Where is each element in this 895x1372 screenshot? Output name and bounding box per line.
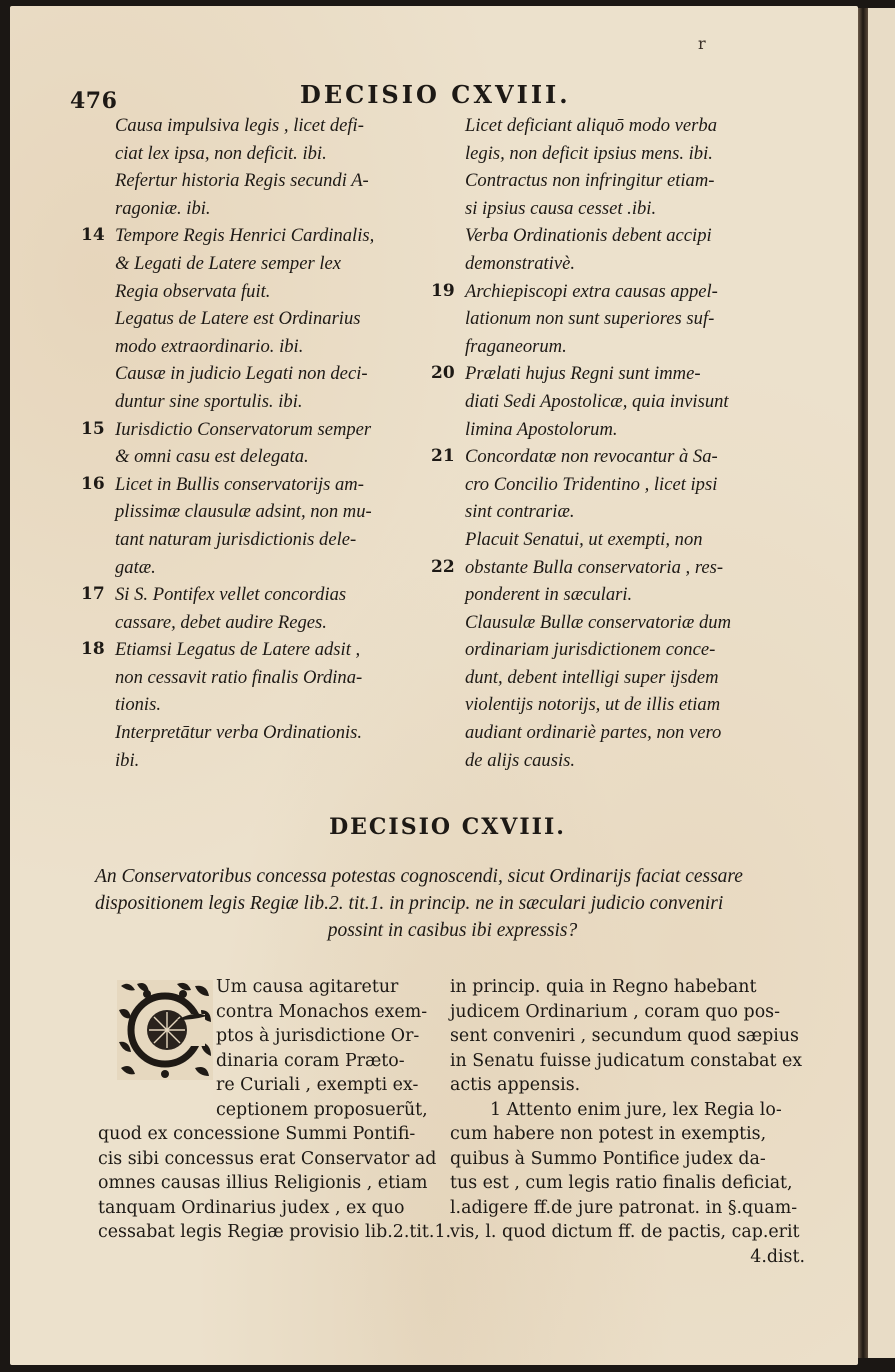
index-entry-line: [465, 140, 800, 168]
index-entry-line: [465, 636, 800, 664]
index-entry-line: [115, 333, 450, 361]
index-entry-text: ragoniæ. ibi.: [115, 197, 211, 219]
index-entry-text: & Legati de Latere semper lex: [115, 252, 342, 274]
body-line: tanquam Ordinarius judex , ex quo: [98, 1197, 405, 1218]
index-entry-line: [115, 278, 450, 306]
index-entry-line: [115, 305, 450, 333]
index-entry-line: [115, 250, 450, 278]
decision-title: DECISIO CXVIII.: [329, 814, 566, 840]
body-line: quod ex concessione Summi Pontifi-: [98, 1124, 416, 1144]
index-entry-line: [115, 691, 450, 719]
body-line: l.adigere ff.de jure patronat. in §.quam-: [450, 1197, 798, 1218]
index-entry-text: Etiamsi Legatus de Latere adsit ,: [115, 639, 361, 661]
index-entry-line: [115, 554, 450, 582]
index-entry-line: [115, 167, 450, 195]
index-entry-line: [431, 360, 800, 388]
index-entry-text: cro Concilio Tridentino , licet ipsi: [465, 473, 718, 495]
index-entry-text: Verba Ordinationis debent accipi: [465, 225, 712, 247]
margin-number: 19: [431, 280, 455, 301]
body-line: re Curiali , exempti ex-: [216, 1075, 419, 1095]
index-entry-line: [465, 333, 800, 361]
margin-number: 15: [81, 418, 105, 439]
body-column-right: [450, 975, 805, 1269]
body-line: in princip. quia in Regno habebant: [450, 977, 757, 997]
index-entry-text: Licet deficiant aliquō modo verba: [465, 115, 718, 136]
index-entry-text: & omni casu est delegata.: [115, 446, 309, 468]
index-entry-text: fraganeorum.: [465, 335, 567, 357]
margin-number: 18: [81, 639, 105, 660]
index-entry-text: dunt, debent intelligi super ijsdem: [465, 666, 719, 688]
margin-number: 20: [431, 363, 455, 384]
index-entry-text: Refertur historia Regis secundi A-: [115, 170, 369, 192]
index-entry-text: Iurisdictio Conservatorum semper: [115, 418, 372, 440]
index-entry-line: [115, 140, 450, 168]
summary-index-right: [431, 112, 800, 774]
index-entry-text: si ipsius causa cesset .ibi.: [465, 197, 657, 219]
index-entry-line: [465, 195, 800, 223]
body-line: tus est , cum legis ratio finalis deficiat,: [450, 1173, 793, 1193]
index-entry-line: [465, 609, 800, 637]
index-entry-text: Prælati hujus Regni sunt imme-: [465, 363, 701, 385]
index-entry-line: [115, 609, 450, 637]
index-entry-text: Legatus de Latere est Ordinarius: [115, 308, 361, 330]
body-line: ptos à jurisdictione Or-: [216, 1026, 420, 1046]
index-entry-line: [431, 443, 800, 471]
index-entry-text: tionis.: [115, 694, 161, 716]
question-line: possint in casibus ibi expressis?: [327, 920, 578, 941]
index-entry-text: cassare, debet audire Reges.: [115, 611, 327, 633]
index-entry-text: Archiepiscopi extra causas appel-: [465, 280, 718, 302]
body-line: vis, l. quod dictum ff. de pactis, cap.erit: [450, 1222, 800, 1242]
page-number: 476: [70, 88, 118, 114]
index-entry-text: gatæ.: [115, 556, 156, 578]
body-line: omnes causas illius Religionis , etiam: [98, 1173, 428, 1193]
margin-number: 17: [81, 584, 105, 605]
index-entry-text: non cessavit ratio finalis Ordina-: [115, 666, 363, 688]
index-entry-line: [465, 471, 800, 499]
index-entry-line: [465, 250, 800, 278]
index-entry-line: [115, 498, 450, 526]
index-entry-line: [81, 581, 450, 609]
index-entry-text: ciat lex ipsa, non deficit. ibi.: [115, 142, 327, 164]
index-entry-text: lationum non sunt superiores suf-: [465, 308, 715, 330]
index-entry-line: [465, 691, 800, 719]
index-entry-text: ibi.: [115, 749, 140, 771]
index-entry-line: [465, 526, 800, 554]
index-entry-text: Causa impulsiva legis , licet defi-: [115, 115, 364, 136]
summary-index-left: [81, 112, 450, 774]
index-entry-text: Causæ in judicio Legati non deci-: [115, 363, 368, 385]
question-line: dispositionem legis Regiæ lib.2. tit.1. in princip. ne in sæculari judicio conveniri: [95, 893, 724, 914]
body-line: actis appensis.: [450, 1075, 581, 1095]
body-line: contra Monachos exem-: [216, 1001, 428, 1022]
body-line: judicem Ordinarium , coram quo pos-: [450, 1001, 780, 1022]
index-entry-text: ordinariam jurisdictionem conce-: [465, 639, 716, 661]
index-entry-line: [465, 388, 800, 416]
index-entry-text: modo extraordinario. ibi.: [115, 335, 304, 357]
index-entry-line: [115, 360, 450, 388]
index-entry-text: de alijs causis.: [465, 749, 576, 771]
index-entry-text: Si S. Pontifex vellet concordias: [115, 584, 347, 606]
index-entry-line: [115, 112, 450, 140]
body-line: 4.dist.: [750, 1246, 805, 1267]
index-entry-line: [81, 222, 450, 250]
index-entry-text: duntur sine sportulis. ibi.: [115, 390, 303, 412]
index-entry-line: [81, 416, 450, 444]
index-entry-line: [115, 719, 450, 747]
decision-question: [95, 863, 810, 944]
index-entry-line: [115, 388, 450, 416]
index-entry-text: Licet in Bullis conservatorijs am-: [115, 473, 364, 495]
index-entry-text: violentijs notorijs, ut de illis etiam: [465, 694, 721, 716]
index-entry-text: Placuit Senatui, ut exempti, non: [465, 528, 703, 550]
margin-number: 16: [81, 473, 105, 494]
index-entry-line: [465, 305, 800, 333]
index-entry-line: [81, 636, 450, 664]
body-line: cis sibi concessus erat Conservator ad: [98, 1148, 437, 1169]
index-entry-line: [465, 112, 800, 140]
index-entry-text: tant naturam jurisdictionis dele-: [115, 528, 357, 550]
corner-mark: r: [698, 34, 706, 53]
index-entry-line: [115, 443, 450, 471]
index-entry-line: [115, 195, 450, 223]
index-entry-text: plissimæ clausulæ adsint, non mu-: [115, 501, 372, 523]
running-head: DECISIO CXVIII.: [300, 80, 571, 109]
next-page-edge: [868, 8, 895, 1358]
body-line: 1 Attento enim jure, lex Regia lo-: [490, 1099, 782, 1120]
index-entry-text: sint contrariæ.: [465, 501, 575, 523]
index-entry-text: Tempore Regis Henrici Cardinalis,: [115, 225, 375, 247]
index-entry-text: Clausulæ Bullæ conservatoriæ dum: [465, 611, 732, 633]
index-entry-line: [431, 278, 800, 306]
body-line: cessabat legis Regiæ provisio lib.2.tit.1.: [98, 1222, 452, 1242]
body-line: quibus à Summo Pontifice judex da-: [450, 1148, 766, 1169]
body-line: in Senatu fuisse judicatum constabat ex: [450, 1050, 803, 1071]
index-entry-text: Regia observata fuit.: [115, 280, 271, 302]
index-entry-line: [465, 581, 800, 609]
index-entry-text: Contractus non infringitur etiam-: [465, 170, 715, 192]
index-entry-line: [431, 554, 800, 582]
index-entry-text: limina Apostolorum.: [465, 418, 618, 440]
index-entry-line: [465, 719, 800, 747]
index-entry-line: [115, 664, 450, 692]
index-entry-text: legis, non deficit ipsius mens. ibi.: [465, 142, 713, 164]
page-gutter: [858, 8, 868, 1358]
index-entry-line: [465, 167, 800, 195]
index-entry-line: [465, 664, 800, 692]
index-entry-line: [465, 222, 800, 250]
index-entry-line: [81, 471, 450, 499]
index-entry-text: audiant ordinariè partes, non vero: [465, 722, 722, 744]
index-entry-text: Concordatæ non revocantur à Sa-: [465, 446, 718, 468]
index-entry-line: [115, 526, 450, 554]
index-entry-line: [465, 498, 800, 526]
body-line: cum habere non potest in exemptis,: [450, 1124, 767, 1144]
body-line: ceptionem proposuerũt,: [216, 1099, 428, 1120]
index-entry-text: obstante Bulla conservatoria , res-: [465, 556, 724, 578]
margin-number: 14: [81, 225, 105, 246]
body-line: dinaria coram Prætо-: [216, 1050, 405, 1071]
index-entry-text: demonstrativè.: [465, 252, 575, 274]
margin-number: 22: [431, 556, 455, 577]
body-column-left: [98, 975, 453, 1245]
index-entry-line: [465, 747, 800, 775]
margin-number: 21: [431, 446, 455, 467]
index-entry-text: diati Sedi Apostolicæ, quia invisunt: [465, 390, 729, 412]
body-line: sent conveniri , secundum quod sæpius: [450, 1026, 799, 1046]
question-line: An Conservatoribus concessa potestas cognoscendi, sicut Ordinarijs faciat cessare: [95, 866, 743, 887]
index-entry-line: [115, 747, 450, 775]
body-line: Um causa agitaretur: [216, 977, 399, 997]
index-entry-text: ponderent in sæculari.: [465, 584, 633, 606]
index-entry-line: [465, 416, 800, 444]
index-entry-text: Interpretātur verba Ordinationis.: [115, 722, 363, 744]
